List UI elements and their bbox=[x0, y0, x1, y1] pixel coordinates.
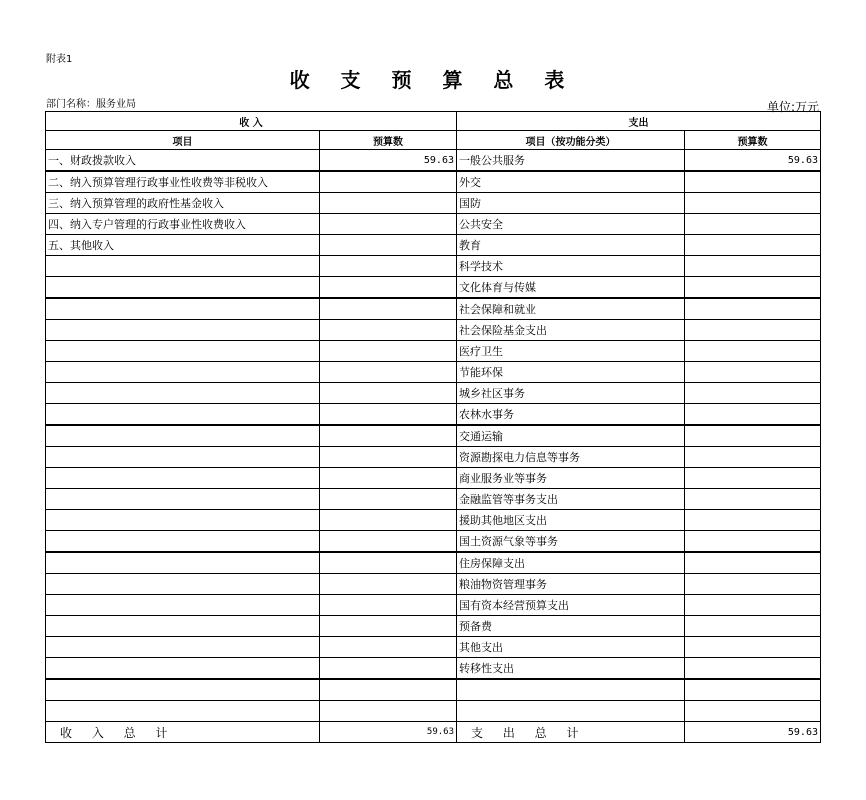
income-value bbox=[320, 552, 457, 574]
expense-item: 商业服务业等事务 bbox=[457, 468, 685, 489]
income-value bbox=[320, 447, 457, 468]
attachment-label: 附表1 bbox=[46, 54, 73, 65]
expense-value bbox=[685, 298, 821, 320]
income-value bbox=[320, 574, 457, 595]
expense-item: 粮油物资管理事务 bbox=[457, 574, 685, 595]
expense-value bbox=[685, 404, 821, 426]
table-row bbox=[46, 235, 821, 256]
expense-value bbox=[685, 552, 821, 574]
table-row bbox=[46, 637, 821, 658]
income-item bbox=[46, 320, 320, 341]
income-value bbox=[320, 256, 457, 277]
income-item: 四、纳入专户管理的行政事业性收费收入 bbox=[46, 214, 320, 235]
income-value bbox=[320, 595, 457, 616]
table-row bbox=[46, 362, 821, 383]
expense-item: 一般公共服务 bbox=[457, 150, 685, 172]
expense-value bbox=[685, 362, 821, 383]
expense-item: 国防 bbox=[457, 193, 685, 214]
expense-item bbox=[457, 701, 685, 722]
expense-item: 交通运输 bbox=[457, 425, 685, 447]
income-value bbox=[320, 341, 457, 362]
income-value bbox=[320, 298, 457, 320]
table-row bbox=[46, 447, 821, 468]
expense-item: 援助其他地区支出 bbox=[457, 510, 685, 531]
expense-value bbox=[685, 468, 821, 489]
expense-item: 社会保险基金支出 bbox=[457, 320, 685, 341]
expense-item bbox=[457, 679, 685, 701]
income-item-header: 项目 bbox=[46, 131, 320, 150]
income-value bbox=[320, 468, 457, 489]
income-item bbox=[46, 489, 320, 510]
table-row bbox=[46, 171, 821, 193]
department-label: 部门名称：服务业局 bbox=[46, 99, 136, 110]
expense-value bbox=[685, 214, 821, 235]
expense-value bbox=[685, 447, 821, 468]
income-value bbox=[320, 277, 457, 299]
table-row bbox=[46, 150, 821, 172]
income-value bbox=[320, 193, 457, 214]
expense-item-header: 项目（按功能分类） bbox=[457, 131, 685, 150]
unit-label: 单位:万元 bbox=[766, 100, 819, 114]
expense-value bbox=[685, 193, 821, 214]
expense-item: 教育 bbox=[457, 235, 685, 256]
expense-item: 预备费 bbox=[457, 616, 685, 637]
expense-value bbox=[685, 595, 821, 616]
income-value bbox=[320, 404, 457, 426]
table-row bbox=[46, 404, 821, 426]
income-item bbox=[46, 447, 320, 468]
income-value bbox=[320, 171, 457, 193]
income-item bbox=[46, 510, 320, 531]
totals-row bbox=[46, 722, 821, 743]
expense-total-label: 支 出 总 计 bbox=[457, 722, 685, 743]
expense-item: 住房保障支出 bbox=[457, 552, 685, 574]
expense-group-header: 支出 bbox=[457, 112, 821, 131]
table-row bbox=[46, 531, 821, 553]
table-row bbox=[46, 658, 821, 680]
expense-item: 国土资源气象等事务 bbox=[457, 531, 685, 553]
income-item bbox=[46, 383, 320, 404]
expense-value: 59.63 bbox=[685, 150, 821, 172]
income-item bbox=[46, 425, 320, 447]
income-value bbox=[320, 383, 457, 404]
income-value bbox=[320, 531, 457, 553]
income-value bbox=[320, 701, 457, 722]
income-item: 三、纳入预算管理的政府性基金收入 bbox=[46, 193, 320, 214]
income-item bbox=[46, 679, 320, 701]
expense-value bbox=[685, 171, 821, 193]
expense-value bbox=[685, 510, 821, 531]
table-row bbox=[46, 510, 821, 531]
income-item bbox=[46, 404, 320, 426]
income-value bbox=[320, 658, 457, 680]
table-row bbox=[46, 468, 821, 489]
income-item bbox=[46, 256, 320, 277]
expense-value bbox=[685, 574, 821, 595]
table-row bbox=[46, 425, 821, 447]
expense-item: 金融监管等事务支出 bbox=[457, 489, 685, 510]
expense-value bbox=[685, 235, 821, 256]
expense-value bbox=[685, 489, 821, 510]
income-item bbox=[46, 531, 320, 553]
income-item bbox=[46, 468, 320, 489]
income-item: 一、财政拨款收入 bbox=[46, 150, 320, 172]
table-row bbox=[46, 214, 821, 235]
income-item bbox=[46, 701, 320, 722]
income-total-label: 收 入 总 计 bbox=[46, 722, 320, 743]
budget-table bbox=[45, 111, 821, 743]
income-value: 59.63 bbox=[320, 150, 457, 172]
income-item bbox=[46, 552, 320, 574]
income-group-header: 收 入 bbox=[46, 112, 457, 131]
expense-value bbox=[685, 425, 821, 447]
table-row bbox=[46, 701, 821, 722]
expense-item: 公共安全 bbox=[457, 214, 685, 235]
income-value bbox=[320, 489, 457, 510]
income-value bbox=[320, 214, 457, 235]
table-row bbox=[46, 679, 821, 701]
expense-value bbox=[685, 277, 821, 299]
income-item bbox=[46, 362, 320, 383]
expense-value bbox=[685, 658, 821, 680]
table-row bbox=[46, 320, 821, 341]
expense-item: 其他支出 bbox=[457, 637, 685, 658]
table-row bbox=[46, 489, 821, 510]
expense-item: 国有资本经营预算支出 bbox=[457, 595, 685, 616]
table-row bbox=[46, 193, 821, 214]
income-value bbox=[320, 362, 457, 383]
expense-item: 科学技术 bbox=[457, 256, 685, 277]
income-value bbox=[320, 616, 457, 637]
group-header-row bbox=[46, 112, 821, 131]
table-row bbox=[46, 256, 821, 277]
expense-value bbox=[685, 679, 821, 701]
expense-item: 资源勘探电力信息等事务 bbox=[457, 447, 685, 468]
income-value bbox=[320, 425, 457, 447]
page-title: 收 支 预 算 总 表 bbox=[289, 68, 577, 92]
income-item bbox=[46, 574, 320, 595]
table-row bbox=[46, 298, 821, 320]
income-value bbox=[320, 235, 457, 256]
expense-value bbox=[685, 341, 821, 362]
expense-item: 农林水事务 bbox=[457, 404, 685, 426]
expense-value bbox=[685, 637, 821, 658]
income-item bbox=[46, 341, 320, 362]
column-header-row bbox=[46, 131, 821, 150]
income-value bbox=[320, 320, 457, 341]
table-row bbox=[46, 616, 821, 637]
income-value bbox=[320, 679, 457, 701]
table-row bbox=[46, 277, 821, 299]
expense-total-value: 59.63 bbox=[685, 722, 821, 743]
expense-value bbox=[685, 256, 821, 277]
expense-value bbox=[685, 616, 821, 637]
income-item: 五、其他收入 bbox=[46, 235, 320, 256]
expense-item: 社会保障和就业 bbox=[457, 298, 685, 320]
expense-item: 节能环保 bbox=[457, 362, 685, 383]
income-item bbox=[46, 595, 320, 616]
expense-item: 转移性支出 bbox=[457, 658, 685, 680]
income-value bbox=[320, 637, 457, 658]
expense-value bbox=[685, 320, 821, 341]
table-row bbox=[46, 552, 821, 574]
expense-item: 文化体育与传媒 bbox=[457, 277, 685, 299]
income-item bbox=[46, 298, 320, 320]
income-value bbox=[320, 510, 457, 531]
income-item bbox=[46, 277, 320, 299]
table-row bbox=[46, 341, 821, 362]
table-row bbox=[46, 595, 821, 616]
income-item bbox=[46, 658, 320, 680]
expense-value bbox=[685, 701, 821, 722]
income-item bbox=[46, 637, 320, 658]
table-row bbox=[46, 574, 821, 595]
expense-budget-header: 预算数 bbox=[685, 131, 821, 150]
income-item: 二、纳入预算管理行政事业性收费等非税收入 bbox=[46, 171, 320, 193]
income-budget-header: 预算数 bbox=[320, 131, 457, 150]
expense-item: 医疗卫生 bbox=[457, 341, 685, 362]
income-total-value: 59.63 bbox=[320, 722, 457, 743]
expense-value bbox=[685, 531, 821, 553]
expense-value bbox=[685, 383, 821, 404]
table-row bbox=[46, 383, 821, 404]
income-item bbox=[46, 616, 320, 637]
expense-item: 外交 bbox=[457, 171, 685, 193]
expense-item: 城乡社区事务 bbox=[457, 383, 685, 404]
